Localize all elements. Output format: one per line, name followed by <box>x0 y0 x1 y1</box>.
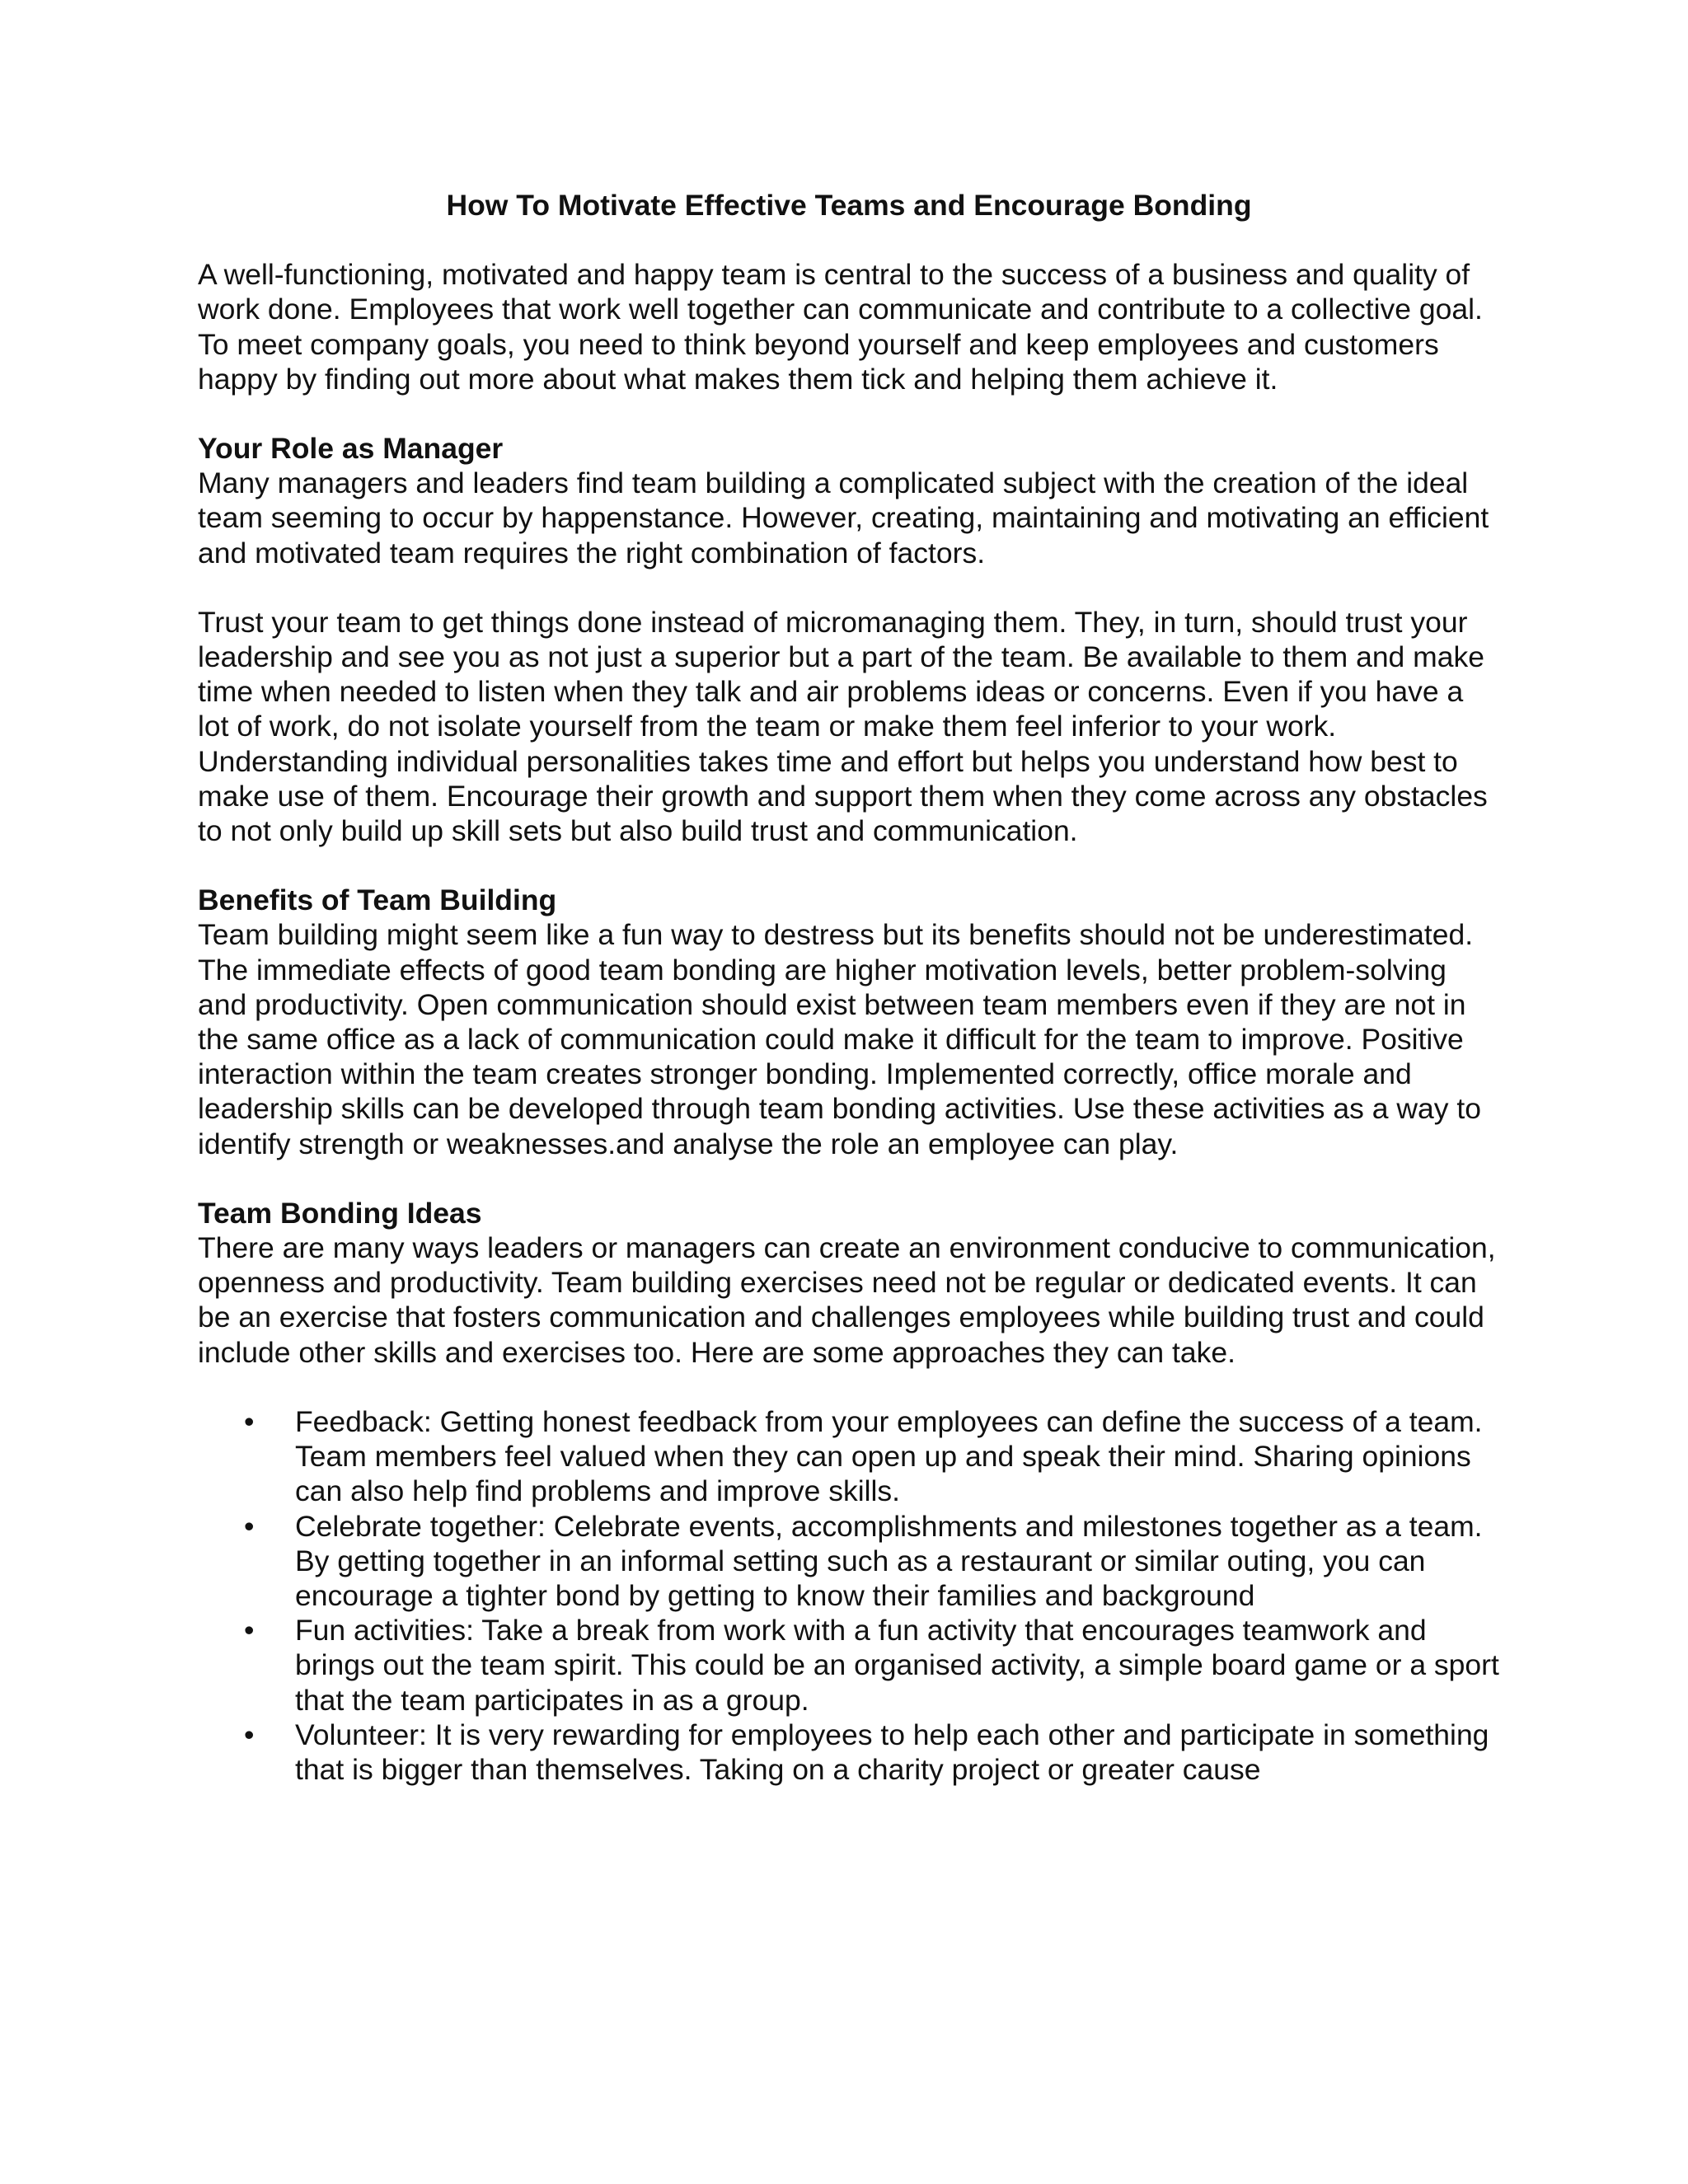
bullet-icon: • <box>244 1718 255 1751</box>
section-heading: Benefits of Team Building <box>198 883 557 917</box>
ideas-list <box>198 1404 1500 1787</box>
section-heading: Your Role as Manager <box>198 432 504 466</box>
list-item-text: Volunteer: It is very rewarding for employees to help each other and participate in something that is bigger than themselves. Taking on a charity project or greater cause <box>295 1718 1489 1786</box>
section-paragraph: There are many ways leaders or managers can create an environment conducive to communication, openness and productivity. Team building exercises need not be regular or dedicated events. It can be an exercise that fosters communication and challenges employees while building trust and could include other skills and exercises too. Here are some approaches they can take. <box>198 1231 1496 1369</box>
section-heading: Team Bonding Ideas <box>198 1196 482 1230</box>
section-role-as-manager <box>198 431 1500 848</box>
intro-paragraph: A well-functioning, motivated and happy team is central to the success of a business and quality of work done. Employees that work well together can communicate and contribute to a collective goal. To meet company goals, you need to think beyond yourself and keep employees and customers happy by finding out more about what makes them tick and helping them achieve it. <box>198 258 1483 396</box>
list-item <box>244 1613 1500 1718</box>
bullet-icon: • <box>244 1614 255 1647</box>
list-item <box>244 1509 1500 1614</box>
section-benefits-of-team-building <box>198 883 1500 1161</box>
section-team-bonding-ideas <box>198 1196 1500 1370</box>
list-item-text: Celebrate together: Celebrate events, accomplishments and milestones together as a team. By getting together in an informal setting such as a restaurant or similar outing, you can encourage a tighter bond by getting to know their families and background <box>295 1509 1483 1612</box>
section-paragraph: Team building might seem like a fun way to destress but its benefits should not be underestimated. The immediate effects of good team bonding are higher motivation levels, better problem-solving and productivity. Open communication should exist between team members even if they are not in the same office as a lack of communication could make it difficult for the team to improve. Positive interaction within the team creates stronger bonding. Implemented correctly, office morale and leadership skills can be developed through team bonding activities. Use these activities as a way to identify strength or weaknesses.and analyse the role an employee can play. <box>198 918 1481 1160</box>
document-page <box>198 188 1500 1787</box>
list-item <box>244 1404 1500 1509</box>
bullet-icon: • <box>244 1404 255 1438</box>
list-item-text: Fun activities: Take a break from work with a fun activity that encourages teamwork and brings out the team spirit. This could be an organised activity, a simple board game or a sport that the team participates in as a group. <box>295 1614 1499 1717</box>
document-title: How To Motivate Effective Teams and Encourage Bonding <box>446 189 1252 222</box>
bullet-icon: • <box>244 1509 255 1543</box>
list-item <box>244 1718 1500 1787</box>
list-item-text: Feedback: Getting honest feedback from your employees can define the success of a team. Team members feel valued when they can open up and speak their mind. Sharing opinions can also help find problems and improve skills. <box>295 1404 1483 1508</box>
section-paragraph: Many managers and leaders find team building a complicated subject with the creation of the ideal team seeming to occur by happenstance. However, creating, maintaining and motivating an efficient and motivated team requires the right combination of factors. <box>198 466 1489 569</box>
section-paragraph: Trust your team to get things done instead of micromanaging them. They, in turn, should trust your leadership and see you as not just a superior but a part of the team. Be available to them and make time when needed to listen when they talk and air problems ideas or concerns. Even if you have a lot of work, do not isolate yourself from the team or make them feel inferior to your work. Understanding individual personalities takes time and effort but helps you understand how best to make use of them. Encourage their growth and support them when they come across any obstacles to not only build up skill sets but also build trust and communication. <box>198 605 1488 848</box>
